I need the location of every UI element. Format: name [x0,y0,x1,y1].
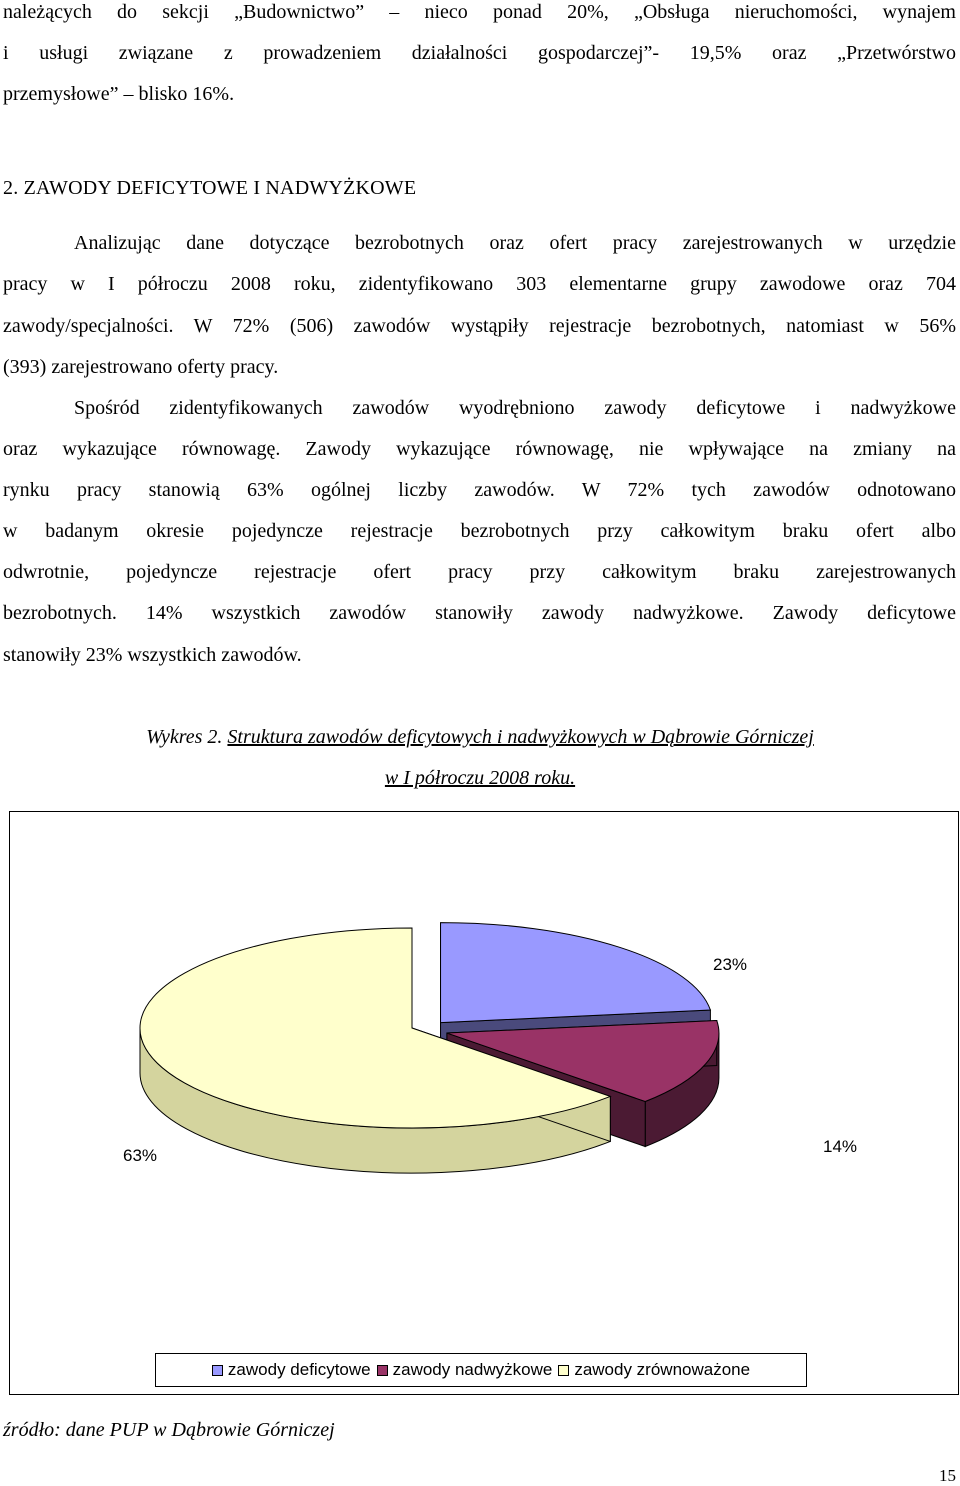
page-number: 15 [939,1466,956,1485]
legend-swatch-deficytowe [212,1365,223,1376]
intro-line-3: przemysłowe” – blisko 16%. [3,83,235,105]
legend-swatch-nadwyzkowe [377,1365,388,1376]
paragraph2-line-1: Spośród zidentyfikowanych zawodów wyodrębniono zawody deficytowe i nadwyżkowe [74,397,956,419]
intro-line-2: i usługi związane z prowadzeniem działalności gospodarczej”- 19,5% oraz „Przetwórstwo [3,42,956,64]
legend-swatch-zrownowazone [558,1365,569,1376]
paragraph2-line-4: w badanym okresie pojedyncze rejestracje bezrobotnych przy całkowitym braku ofert albo [3,520,956,542]
paragraph2-line-2: oraz wykazujące równowagę. Zawody wykazujące równowagę, nie wpływające na zmiany na [3,438,956,460]
chart-caption-title-cont: w I półroczu 2008 roku. [384,767,576,789]
legend-label-deficytowe: zawody deficytowe [227,1360,371,1379]
paragraph1-line-1: Analizując dane dotyczące bezrobotnych oraz ofert pracy zarejestrowanych w urzędzie [74,232,956,254]
paragraph2-line-3: rynku pracy stanowią 63% ogólnej liczby zawodów. W 72% tych zawodów odnotowano [3,479,956,501]
paragraph2-line-6: bezrobotnych. 14% wszystkich zawodów stanowiły zawody nadwyżkowe. Zawody deficytowe [3,602,956,624]
section-heading: 2. ZAWODY DEFICYTOWE I NADWYŻKOWE [3,177,417,199]
legend-label-zrownowazone: zawody zrównoważone [574,1360,751,1379]
data-label-0: 23% [712,955,748,974]
paragraph2-line-7: stanowiły 23% wszystkich zawodów. [3,644,302,666]
legend-item-deficytowe [212,1360,371,1380]
data-label-2: 63% [122,1146,158,1165]
chart-legend [155,1353,807,1387]
chart-caption-title: Struktura zawodów deficytowych i nadwyżkowych w Dąbrowie Górniczej [227,726,814,748]
legend-item-nadwyzkowe [377,1360,553,1380]
pie-slice-zawody-deficytowe [441,923,711,1023]
paragraph1-line-2: pracy w I półroczu 2008 roku, zidentyfikowano 303 elementarne grupy zawodowe oraz 704 [3,273,956,295]
data-label-1: 14% [822,1137,858,1156]
paragraph2-line-5: odwrotnie, pojedyncze rejestracje ofert pracy przy całkowitym braku zarejestrowanych [3,561,956,583]
legend-item-zrownowazone [558,1360,750,1380]
paragraph1-line-3: zawody/specjalności. W 72% (506) zawodów wystąpiły rejestracje bezrobotnych, natomiast w 56% [3,315,956,337]
legend-label-nadwyzkowe: zawody nadwyżkowe [392,1360,553,1379]
pie-tops [140,923,719,1128]
intro-line-1: należących do sekcji „Budownictwo” – nieco ponad 20%, „Obsługa nieruchomości, wynajem [3,1,956,23]
source-note: źródło: dane PUP w Dąbrowie Górniczej [3,1419,335,1441]
chart-caption-prefix: Wykres 2. [146,726,223,748]
paragraph1-line-4: (393) zarejestrowano oferty pracy. [3,356,279,378]
